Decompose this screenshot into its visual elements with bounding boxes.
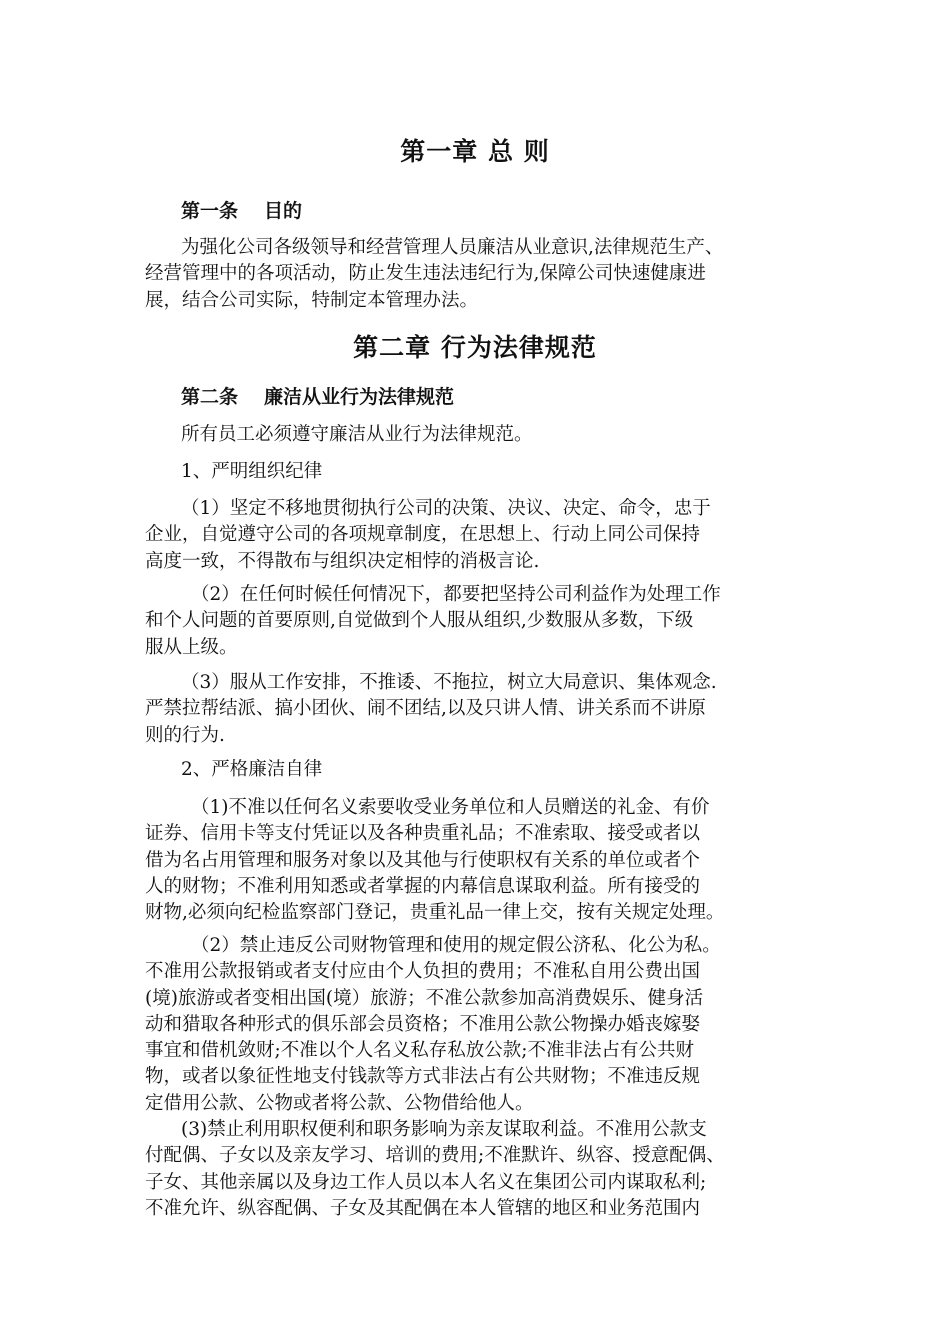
paragraph-line: （1）坚定不移地贯彻执行公司的决策、决议、决定、命令，忠于 — [181, 498, 711, 519]
article-1-title: 目的 — [264, 200, 303, 222]
paragraph-line: 财物,必须向纪检监察部门登记，贵重礼品一律上交，按有关规定处理。 — [145, 902, 725, 924]
paragraph-line: 为强化公司各级领导和经营管理人员廉洁从业意识,法律规范生产、 — [181, 237, 724, 258]
article-2-number: 第二条 — [181, 386, 239, 408]
article-1-body — [145, 235, 805, 314]
paragraph-line: (境)旅游或者变相出国(境）旅游；不准公款参加高消费娱乐、健身活 — [145, 987, 704, 1009]
paragraph-line: 严禁拉帮结派、搞小团伙、闹不团结,以及只讲人情、讲关系而不讲原 — [145, 698, 706, 720]
section-1-paragraph-1 — [145, 496, 805, 575]
paragraph-line: （2）在任何时候任何情况下，都要把坚持公司利益作为处理工作 — [191, 584, 721, 605]
section-2-paragraph-3 — [145, 1117, 805, 1222]
article-2-intro — [145, 422, 805, 448]
paragraph-line: 付配偶、子女以及亲友学习、培训的费用;不准默许、纵容、授意配偶、 — [145, 1145, 725, 1167]
paragraph-line: 服从上级。 — [145, 636, 238, 658]
paragraph-line: （2）禁止违反公司财物管理和使用的规定假公济私、化公为私。 — [191, 935, 721, 956]
section-1-paragraph-2 — [145, 582, 805, 661]
paragraph-line: 不准用公款报销或者支付应由个人负担的费用；不准私自用公费出国 — [145, 961, 701, 983]
section-2-paragraph-1 — [145, 795, 805, 926]
paragraph-line: 证券、信用卡等支付凭证以及各种贵重礼品；不准索取、接受或者以 — [145, 823, 701, 845]
section-2-heading — [145, 757, 805, 783]
article-2-title: 廉洁从业行为法律规范 — [264, 386, 455, 408]
section-1-heading — [145, 459, 805, 485]
chapter-2-title: 第二章 行为法律规范 — [353, 333, 597, 362]
section-heading: 2、严格廉洁自律 — [181, 759, 323, 780]
paragraph-line: 和个人问题的首要原则,自觉做到个人服从组织,少数服从多数，下级 — [145, 610, 694, 632]
section-1-paragraph-3 — [145, 670, 805, 749]
paragraph-line: 人的财物；不准利用知悉或者掌握的内幕信息谋取利益。所有接受的 — [145, 875, 701, 897]
paragraph-line: 子女、其他亲属以及身边工作人员以本人名义在集团公司内谋取私利; — [145, 1171, 707, 1193]
chapter-1-title: 第一章 总 则 — [400, 137, 550, 166]
paragraph-line: 事宜和借机敛财;不准以个人名义私存私放公款;不准非法占有公共财 — [145, 1040, 694, 1062]
paragraph-line: 则的行为. — [145, 724, 225, 746]
paragraph-line: 高度一致，不得散布与组织决定相悖的消极言论. — [145, 550, 540, 572]
article-1-number: 第一条 — [181, 200, 239, 222]
paragraph-line: （1)不准以任何名义索要收受业务单位和人员赠送的礼金、有价 — [191, 797, 710, 818]
paragraph-line: 经营管理中的各项活动，防止发生违法违纪行为,保障公司快速健康进 — [145, 263, 706, 285]
paragraph-line: 展，结合公司实际，特制定本管理办法。 — [145, 289, 479, 311]
section-2-paragraph-2 — [145, 933, 805, 1117]
paragraph-line: 动和猎取各种形式的俱乐部会员资格；不准用公款公物操办婚丧嫁娶 — [145, 1013, 701, 1035]
paragraph-line: (3)禁止利用职权便利和职务影响为亲友谋取利益。不准用公款支 — [181, 1119, 707, 1140]
paragraph-line: 借为名占用管理和服务对象以及其他与行使职权有关系的单位或者个 — [145, 849, 701, 871]
article-2-heading — [181, 384, 454, 410]
paragraph-line: 不准允许、纵容配偶、子女及其配偶在本人管辖的地区和业务范围内 — [145, 1197, 701, 1219]
paragraph-line: 所有员工必须遵守廉洁从业行为法律规范。 — [181, 424, 533, 445]
article-1-heading — [181, 198, 302, 224]
section-heading: 1、严明组织纪律 — [181, 461, 323, 482]
paragraph-line: （3）服从工作安排，不推诿、不拖拉，树立大局意识、集体观念. — [181, 672, 717, 693]
paragraph-line: 物，或者以象征性地支付钱款等方式非法占有公共财物；不准违反规 — [145, 1066, 701, 1088]
paragraph-line: 企业，自觉遵守公司的各项规章制度，在思想上、行动上同公司保持 — [145, 524, 701, 546]
paragraph-line: 定借用公款、公物或者将公款、公物借给他人。 — [145, 1092, 534, 1114]
